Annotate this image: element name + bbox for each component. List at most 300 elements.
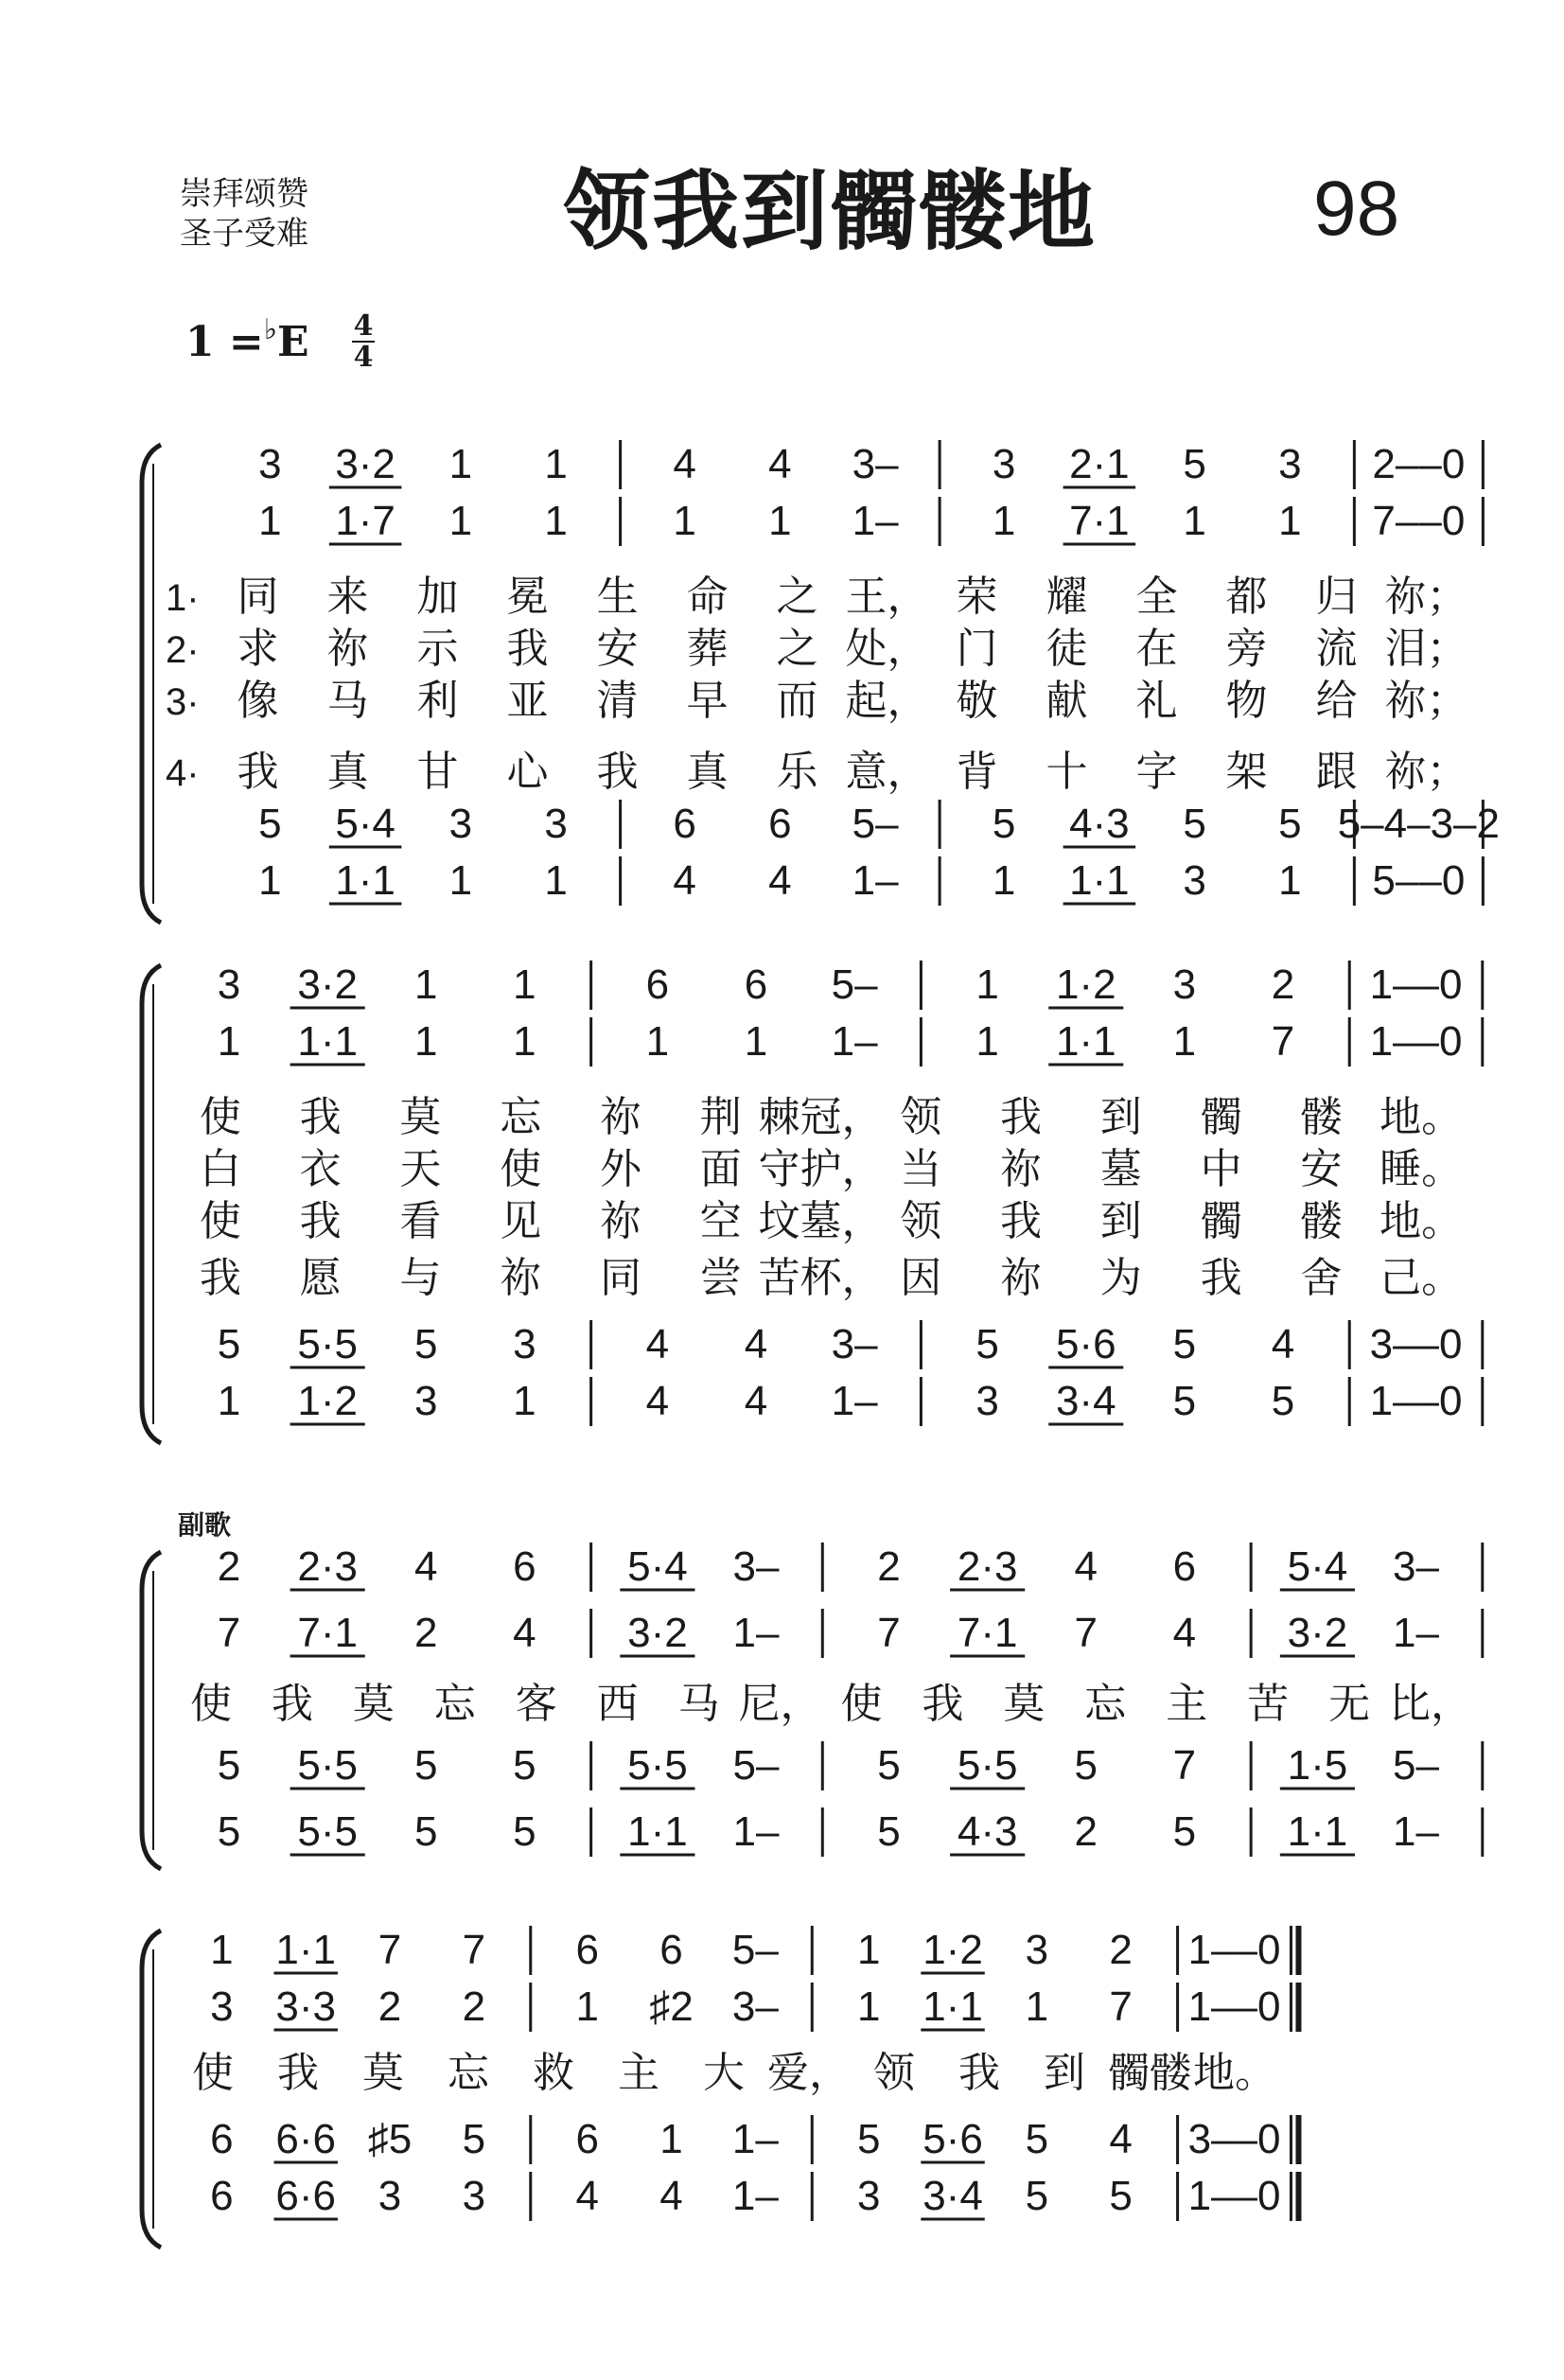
- note-alto: 4: [513, 1610, 536, 1656]
- note-tenor: 5: [217, 1742, 241, 1789]
- lyric-char: 祢: [599, 1093, 641, 1141]
- lyric-char: 葬: [686, 625, 729, 673]
- lyric-char: 髑髅: [1108, 2049, 1191, 2097]
- lyric-char: 空: [699, 1197, 742, 1245]
- note-bass: 3: [856, 2173, 881, 2219]
- note-alto: 1–: [831, 1018, 878, 1065]
- note-soprano: 4: [768, 441, 792, 487]
- note-soprano: 3: [1278, 441, 1302, 487]
- note-tenor: 5: [992, 801, 1016, 847]
- note-soprano: 4: [673, 441, 696, 487]
- lyric-char: 早: [686, 677, 729, 725]
- note-soprano: 4: [414, 1543, 438, 1590]
- note-bass: 1: [258, 857, 282, 904]
- lyric-char: 意，: [845, 748, 929, 796]
- note-tenor: 4·3: [1069, 801, 1130, 847]
- lyric-char: 髅: [1300, 1093, 1343, 1141]
- note-bass: 3: [1183, 857, 1206, 904]
- note-bass: 1: [217, 1378, 241, 1424]
- note-tenor: 5: [258, 801, 282, 847]
- note-bass: 4: [575, 2173, 599, 2219]
- lyric-char: 衣: [299, 1145, 342, 1193]
- lyric-char: 祢: [326, 625, 369, 673]
- note-tenor: 5: [1074, 1742, 1098, 1789]
- note-tenor: 6: [673, 801, 696, 847]
- note-bass: 4: [768, 857, 792, 904]
- note-alto: 1·1: [297, 1018, 358, 1065]
- lyric-char: 同: [237, 573, 279, 621]
- lyric-char: 到: [1099, 1093, 1142, 1141]
- note-tenor: 5: [975, 1321, 999, 1367]
- note-bass: 1–: [852, 857, 899, 904]
- note-tenor: 5: [1183, 801, 1206, 847]
- lyric-char: 像: [237, 677, 279, 725]
- note-soprano: 2: [1271, 961, 1295, 1008]
- note-tenor: 5: [217, 1321, 241, 1367]
- lyric-char: 中: [1200, 1145, 1242, 1193]
- lyric-char: 背: [956, 748, 998, 796]
- lyric-char: 我: [1000, 1197, 1043, 1245]
- lyric-char: 处，: [845, 625, 929, 673]
- note-alto: 1: [1278, 498, 1302, 544]
- note-bass: 5: [1271, 1378, 1295, 1424]
- note-bass: 1: [448, 857, 473, 904]
- note-alto: 1: [1183, 498, 1206, 544]
- lyric-char: 忘: [1084, 1680, 1127, 1728]
- hymn-title: 领我到髑髅地: [563, 161, 1098, 262]
- lyric-char: 我: [1000, 1093, 1043, 1141]
- lyric-char: 使: [189, 1680, 232, 1728]
- lyric-char: 我: [237, 748, 279, 796]
- lyric-char: 来: [326, 573, 369, 621]
- note-soprano: 5–: [731, 1927, 779, 1973]
- lyric-char: 祢；: [1384, 677, 1468, 725]
- lyric-char: 王，: [845, 573, 929, 621]
- note-alto: 1: [513, 1018, 536, 1065]
- note-bass: 3: [414, 1378, 438, 1424]
- note-tenor: 4: [645, 1321, 670, 1367]
- note-tenor: 5: [462, 2116, 486, 2162]
- note-soprano: 6: [1172, 1543, 1197, 1590]
- note-bass: 3: [378, 2173, 402, 2219]
- lyric-char: 流: [1315, 625, 1358, 673]
- note-tenor: 6·6: [275, 2116, 337, 2162]
- lyric-char: 加: [416, 573, 459, 621]
- note-bass: 1–: [731, 2173, 779, 2219]
- note-bass: 5·5: [297, 1808, 358, 1855]
- note-soprano: 3: [992, 441, 1016, 487]
- lyric-char: 睡。: [1379, 1145, 1464, 1193]
- note-alto: 7·1: [297, 1610, 358, 1656]
- note-soprano: 2: [1109, 1927, 1133, 1973]
- note-tenor: 5: [414, 1742, 438, 1789]
- lyric-char: 而: [776, 677, 818, 725]
- note-tenor: 3: [513, 1321, 536, 1367]
- lyric-char: 坟墓，: [758, 1197, 884, 1245]
- lyric-char: 泪；: [1384, 625, 1468, 673]
- time-signature-bottom: 4: [353, 341, 374, 374]
- note-bass: 5: [877, 1808, 901, 1855]
- note-tenor: 5·5: [297, 1321, 358, 1367]
- note-alto: 1: [992, 498, 1016, 544]
- lyric-char: 墓: [1099, 1145, 1142, 1193]
- lyric-char: 在: [1135, 625, 1178, 673]
- note-tenor: 5: [1172, 1321, 1197, 1367]
- note-tenor: 7: [1172, 1742, 1197, 1789]
- lyric-char: 起，: [845, 677, 929, 725]
- note-bass: 1: [544, 857, 568, 904]
- note-alto: 1––0: [1187, 1983, 1281, 2030]
- note-tenor: 3–: [831, 1321, 878, 1367]
- lyric-char: 献: [1046, 677, 1088, 725]
- note-tenor: 1: [659, 2116, 683, 2162]
- system-bracket: [142, 1552, 161, 1869]
- note-alto: 4: [1172, 1610, 1197, 1656]
- note-soprano: 1––0: [1369, 961, 1463, 1008]
- note-soprano: 1·2: [1055, 961, 1116, 1008]
- note-bass: 5––0: [1372, 857, 1466, 904]
- lyric-char: 使: [840, 1680, 883, 1728]
- verse-number: 1·: [166, 577, 200, 619]
- note-bass: 1–: [831, 1378, 878, 1424]
- lyric-char: 主: [618, 2049, 659, 2097]
- note-bass: 1·1: [1287, 1808, 1348, 1855]
- note-bass: 1: [513, 1378, 536, 1424]
- lyric-char: 归: [1315, 573, 1358, 621]
- lyric-char: 主: [1166, 1680, 1208, 1728]
- note-alto: 7: [1271, 1018, 1295, 1065]
- note-soprano: 3·2: [297, 961, 358, 1008]
- note-tenor: ♯5: [367, 2116, 413, 2162]
- lyric-char: 地。: [1193, 2049, 1276, 2097]
- note-bass: 3: [975, 1378, 999, 1424]
- lyric-char: 祢: [1000, 1254, 1043, 1302]
- system-bracket: [142, 445, 161, 923]
- lyric-char: 忘: [448, 2049, 489, 2097]
- lyric-char: 旁: [1225, 625, 1268, 673]
- note-soprano: 6: [659, 1927, 683, 1973]
- note-tenor: 1·5: [1287, 1742, 1348, 1789]
- note-soprano: 2: [217, 1543, 241, 1590]
- note-bass: 2: [1074, 1808, 1098, 1855]
- note-bass: 1: [1278, 857, 1302, 904]
- note-soprano: 5·4: [627, 1543, 688, 1590]
- lyric-char: 苦杯，: [758, 1254, 884, 1302]
- note-bass: 5: [1172, 1808, 1197, 1855]
- note-tenor: 4: [1109, 2116, 1133, 2162]
- note-alto: 1: [768, 498, 792, 544]
- lyric-char: 礼: [1135, 677, 1178, 725]
- note-alto: 1–: [852, 498, 899, 544]
- note-alto: 1: [217, 1018, 241, 1065]
- lyric-char: 徒: [1046, 625, 1088, 673]
- note-tenor: 6: [575, 2116, 599, 2162]
- hymn-number: 98: [1313, 166, 1400, 252]
- note-soprano: 5·4: [1287, 1543, 1348, 1590]
- lyric-char: 我: [1200, 1254, 1242, 1302]
- lyric-char: 全: [1135, 573, 1178, 621]
- note-alto: 1: [673, 498, 696, 544]
- note-alto: 1: [856, 1983, 881, 2030]
- lyric-char: 我: [922, 1680, 964, 1728]
- note-alto: 3: [210, 1983, 234, 2030]
- note-soprano: 3·2: [335, 441, 395, 487]
- note-soprano: 2––0: [1372, 441, 1466, 487]
- lyric-char: 祢: [599, 1197, 641, 1245]
- note-soprano: 1: [975, 961, 999, 1008]
- lyric-char: 为: [1099, 1254, 1142, 1302]
- note-alto: 1––0: [1369, 1018, 1463, 1065]
- note-bass: 1–: [732, 1808, 780, 1855]
- note-soprano: 2: [877, 1543, 901, 1590]
- refrain-label: 副歌: [178, 1509, 232, 1541]
- lyric-char: 领: [873, 2049, 915, 2097]
- lyric-char: 西: [596, 1680, 639, 1728]
- lyric-char: 髅: [1300, 1197, 1343, 1245]
- lyric-char: 门: [956, 625, 998, 673]
- lyric-char: 甘: [416, 748, 459, 796]
- lyric-char: 忘: [433, 1680, 476, 1728]
- lyric-char: 架: [1225, 748, 1268, 796]
- lyric-char: 命: [686, 573, 729, 621]
- note-soprano: 7: [462, 1927, 486, 1973]
- note-alto: 3·3: [275, 1983, 337, 2030]
- note-tenor: 5: [1025, 2116, 1049, 2162]
- note-tenor: 5·6: [923, 2116, 983, 2162]
- note-bass: 6: [210, 2173, 234, 2219]
- verse-number: 3·: [166, 681, 200, 723]
- lyric-char: 面: [699, 1145, 742, 1193]
- lyric-char: 都: [1225, 573, 1268, 621]
- lyric-char: 莫: [399, 1093, 442, 1141]
- lyric-char: 爱，: [767, 2049, 851, 2097]
- lyric-char: 莫: [352, 1680, 395, 1728]
- note-soprano: 5: [1183, 441, 1206, 487]
- lyric-char: 之: [776, 573, 818, 621]
- lyric-char: 比，: [1389, 1680, 1473, 1728]
- lyric-char: 我: [199, 1254, 241, 1302]
- note-alto: 2: [378, 1983, 402, 2030]
- note-tenor: 6: [210, 2116, 234, 2162]
- flat-sign: ♭: [263, 313, 277, 346]
- note-soprano: 2·3: [957, 1543, 1018, 1590]
- lyric-char: 之: [776, 625, 818, 673]
- note-alto: 1·1: [923, 1983, 983, 2030]
- note-alto: 1·7: [335, 498, 395, 544]
- note-alto: 7·1: [957, 1610, 1018, 1656]
- lyric-char: 生: [596, 573, 639, 621]
- note-alto: 3–: [731, 1983, 779, 2030]
- note-alto: 3·2: [627, 1610, 688, 1656]
- note-bass: 1––0: [1369, 1378, 1463, 1424]
- lyric-char: 外: [599, 1145, 641, 1193]
- note-soprano: 1·1: [275, 1927, 337, 1973]
- note-alto: 1·1: [1055, 1018, 1116, 1065]
- lyric-char: 尝: [699, 1254, 742, 1302]
- note-tenor: 5·6: [1055, 1321, 1116, 1367]
- note-bass: 1·1: [1069, 857, 1130, 904]
- note-alto: 7: [217, 1610, 241, 1656]
- lyric-char: 耀: [1046, 573, 1088, 621]
- note-bass: 5: [217, 1808, 241, 1855]
- note-alto: 1: [1172, 1018, 1197, 1065]
- verse-number: 4·: [166, 752, 200, 794]
- note-soprano: 6: [645, 961, 670, 1008]
- note-bass: 1·2: [297, 1378, 358, 1424]
- note-tenor: 5: [877, 1742, 901, 1789]
- note-tenor: 3: [448, 801, 473, 847]
- lyric-char: 清: [596, 677, 639, 725]
- note-bass: 5: [1172, 1378, 1197, 1424]
- note-soprano: 3–: [852, 441, 899, 487]
- lyric-char: 祢；: [1384, 748, 1468, 796]
- lyric-char: 见: [500, 1197, 542, 1245]
- note-tenor: 3––0: [1187, 2116, 1281, 2162]
- note-soprano: 7: [378, 1927, 402, 1973]
- lyric-char: 当: [900, 1145, 942, 1193]
- note-soprano: 4: [1074, 1543, 1098, 1590]
- note-tenor: 5–4–3–2: [1337, 801, 1501, 847]
- lyric-char: 祢: [1000, 1145, 1043, 1193]
- note-bass: 3·4: [1055, 1378, 1116, 1424]
- note-alto: 2: [462, 1983, 486, 2030]
- lyric-char: 到: [1099, 1197, 1142, 1245]
- lyric-char: 己。: [1379, 1254, 1464, 1302]
- lyric-char: 我: [596, 748, 639, 796]
- lyric-char: 髑: [1200, 1197, 1242, 1245]
- lyric-char: 心: [506, 748, 549, 796]
- note-alto: 7: [1109, 1983, 1133, 2030]
- system-bracket: [142, 965, 161, 1443]
- lyric-char: 示: [416, 625, 459, 673]
- lyric-char: 救: [533, 2049, 574, 2097]
- lyric-char: 乐: [776, 748, 818, 796]
- lyric-char: 我: [958, 2049, 1000, 2097]
- note-bass: 4: [659, 2173, 683, 2219]
- lyric-char: 冕: [506, 573, 549, 621]
- note-alto: 7: [1074, 1610, 1098, 1656]
- lyric-char: 忘: [500, 1093, 542, 1141]
- lyric-char: 领: [900, 1093, 942, 1141]
- note-alto: ♯2: [649, 1983, 694, 2030]
- note-tenor: 5·5: [297, 1742, 358, 1789]
- note-alto: 7––0: [1372, 498, 1466, 544]
- time-signature-top: 4: [353, 309, 374, 343]
- category-line2: 圣子受难: [180, 215, 308, 253]
- lyric-char: 看: [399, 1197, 442, 1245]
- note-soprano: 1·2: [923, 1927, 983, 1973]
- note-bass: 1: [992, 857, 1016, 904]
- lyric-char: 大: [703, 2049, 745, 2097]
- note-alto: 1: [744, 1018, 768, 1065]
- lyric-char: 安: [596, 625, 639, 673]
- lyric-char: 安: [1300, 1145, 1343, 1193]
- note-soprano: 3: [217, 961, 241, 1008]
- category-line1: 崇拜颂赞: [180, 175, 308, 213]
- lyric-char: 使: [500, 1145, 542, 1193]
- lyric-char: 马: [326, 677, 369, 725]
- note-soprano: 2·3: [297, 1543, 358, 1590]
- lyric-char: 使: [199, 1093, 241, 1141]
- lyric-char: 同: [599, 1254, 641, 1302]
- lyric-char: 客: [515, 1680, 557, 1728]
- note-alto: 1: [414, 1018, 438, 1065]
- lyric-char: 与: [399, 1254, 442, 1302]
- note-bass: 4: [744, 1378, 768, 1424]
- note-alto: 1: [645, 1018, 670, 1065]
- lyric-char: 我: [277, 2049, 319, 2097]
- note-bass: 5: [1025, 2173, 1049, 2219]
- note-bass: 4·3: [957, 1808, 1018, 1855]
- lyric-char: 棘冠，: [758, 1093, 884, 1141]
- note-soprano: 1: [856, 1927, 881, 1973]
- lyric-char: 十: [1046, 748, 1088, 796]
- lyric-char: 马: [677, 1680, 720, 1728]
- lyric-char: 到: [1044, 2049, 1085, 2097]
- note-alto: 7: [877, 1610, 901, 1656]
- lyric-char: 天: [399, 1145, 442, 1193]
- verse-number: 2·: [166, 629, 200, 671]
- lyric-char: 我: [506, 625, 549, 673]
- note-bass: 4: [645, 1378, 670, 1424]
- note-tenor: 1–: [731, 2116, 779, 2162]
- lyric-char: 使: [192, 2049, 234, 2097]
- lyric-char: 地。: [1379, 1197, 1464, 1245]
- key-note: E: [276, 318, 309, 366]
- note-soprano: 3–: [1393, 1543, 1439, 1590]
- note-tenor: 5–: [852, 801, 899, 847]
- lyric-char: 荣: [956, 573, 998, 621]
- lyric-char: 白: [199, 1145, 241, 1193]
- note-tenor: 6: [768, 801, 792, 847]
- lyric-char: 我: [299, 1093, 342, 1141]
- lyric-char: 苦: [1247, 1680, 1290, 1728]
- note-alto: 3·2: [1287, 1610, 1348, 1656]
- note-tenor: 4: [744, 1321, 768, 1367]
- note-soprano: 3: [1172, 961, 1197, 1008]
- note-tenor: 5: [513, 1742, 536, 1789]
- lyric-char: 莫: [1003, 1680, 1046, 1728]
- lyric-char: 荆: [699, 1093, 742, 1141]
- lyric-char: 莫: [362, 2049, 404, 2097]
- note-bass: 5: [414, 1808, 438, 1855]
- note-tenor: 5–: [732, 1742, 780, 1789]
- note-bass: 4: [673, 857, 696, 904]
- note-alto: 1: [448, 498, 473, 544]
- lyric-char: 愿: [299, 1254, 342, 1302]
- note-tenor: 3: [544, 801, 568, 847]
- lyric-char: 使: [199, 1197, 241, 1245]
- lyric-char: 给: [1315, 677, 1358, 725]
- note-alto: 1: [258, 498, 282, 544]
- lyric-char: 祢: [500, 1254, 542, 1302]
- note-soprano: 1: [414, 961, 438, 1008]
- lyric-char: 因: [900, 1254, 942, 1302]
- note-bass: 6·6: [275, 2173, 337, 2219]
- note-tenor: 5: [856, 2116, 881, 2162]
- note-soprano: 3: [1025, 1927, 1049, 1973]
- note-tenor: 5·5: [957, 1742, 1018, 1789]
- note-bass: 1–: [1393, 1808, 1439, 1855]
- note-soprano: 1: [513, 961, 536, 1008]
- note-soprano: 6: [575, 1927, 599, 1973]
- note-alto: 1–: [732, 1610, 780, 1656]
- lyric-char: 亚: [506, 677, 549, 725]
- lyric-char: 地。: [1379, 1093, 1464, 1141]
- note-soprano: 3: [258, 441, 282, 487]
- note-soprano: 1: [448, 441, 473, 487]
- note-soprano: 1––0: [1187, 1927, 1281, 1973]
